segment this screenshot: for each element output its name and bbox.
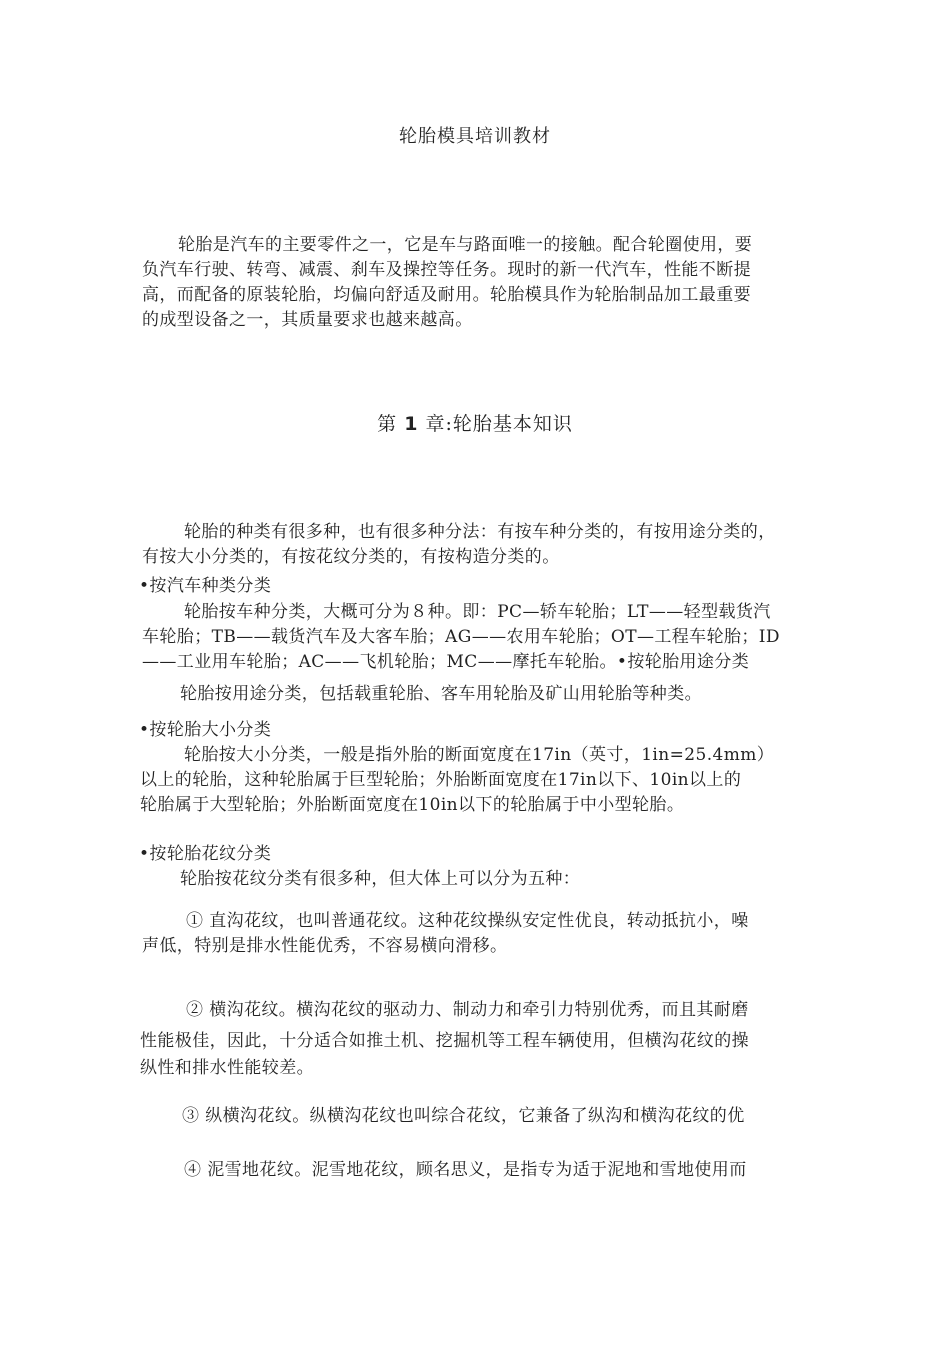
pattern-item-line: 纵性和排水性能较差。 xyxy=(140,1058,314,1078)
section-line: 轮胎按大小分类，一般是指外胎的断面宽度在17in（英寸，1in=25.4mm） xyxy=(184,745,775,765)
document-title: 轮胎模具培训教材 xyxy=(399,126,551,147)
pattern-item-line: ① 直沟花纹，也叫普通花纹。这种花纹操纵安定性优良，转动抵抗小，噪 xyxy=(186,911,749,931)
section-heading-vehicle: •按汽车种类分类 xyxy=(139,576,272,596)
section-line: 车轮胎；TB——载货汽车及大客车胎；AG——农用车轮胎；OT—工程车轮胎；ID xyxy=(142,627,780,647)
chapter-suffix: 章:轮胎基本知识 xyxy=(425,413,573,435)
section-line: 轮胎属于大型轮胎；外胎断面宽度在10in以下的轮胎属于中小型轮胎。 xyxy=(140,795,685,815)
intro-line: 高，而配备的原装轮胎，均偏向舒适及耐用。轮胎模具作为轮胎制品加工最重要 xyxy=(142,285,751,305)
pattern-item-line: 性能极佳，因此，十分适合如推土机、挖掘机等工程车辆使用，但横沟花纹的操 xyxy=(140,1031,749,1051)
section-line: 轮胎按用途分类，包括载重轮胎、客车用轮胎及矿山用轮胎等种类。 xyxy=(180,684,702,704)
chapter-intro-line: 有按大小分类的，有按花纹分类的，有按构造分类的。 xyxy=(142,547,560,567)
chapter-number: 1 xyxy=(404,413,419,435)
section-heading-pattern: •按轮胎花纹分类 xyxy=(139,844,272,864)
section-line: ——工业用车轮胎；AC——飞机轮胎；MC——摩托车轮胎。•按轮胎用途分类 xyxy=(142,652,750,672)
section-line: 以上的轮胎，这种轮胎属于巨型轮胎；外胎断面宽度在17in以下、10in以上的 xyxy=(140,770,742,790)
chapter-heading xyxy=(0,410,950,438)
intro-line: 轮胎是汽车的主要零件之一，它是车与路面唯一的接触。配合轮圈使用，要 xyxy=(178,235,753,255)
section-line: 轮胎按花纹分类有很多种，但大体上可以分为五种： xyxy=(180,869,581,889)
intro-line: 的成型设备之一，其质量要求也越来越高。 xyxy=(142,310,473,330)
pattern-item-line: ② 横沟花纹。横沟花纹的驱动力、制动力和牵引力特别优秀，而且其耐磨 xyxy=(186,1000,749,1020)
pattern-item-line: ④ 泥雪地花纹。泥雪地花纹，顾名思义，是指专为适于泥地和雪地使用而 xyxy=(184,1160,747,1180)
pattern-item-line: ③ 纵横沟花纹。纵横沟花纹也叫综合花纹，它兼备了纵沟和横沟花纹的优 xyxy=(182,1106,745,1126)
section-line: 轮胎按车种分类，大概可分为８种。即：PC—轿车轮胎；LT——轻型载货汽 xyxy=(184,602,771,622)
chapter-prefix: 第 xyxy=(377,413,398,435)
intro-line: 负汽车行驶、转弯、减震、刹车及操控等任务。现时的新一代汽车，性能不断提 xyxy=(142,260,751,280)
chapter-intro-line: 轮胎的种类有很多种，也有很多种分法：有按车种分类的，有按用途分类的， xyxy=(184,522,776,542)
pattern-item-line: 声低，特别是排水性能优秀，不容易横向滑移。 xyxy=(142,936,508,956)
section-heading-size: •按轮胎大小分类 xyxy=(139,720,272,740)
